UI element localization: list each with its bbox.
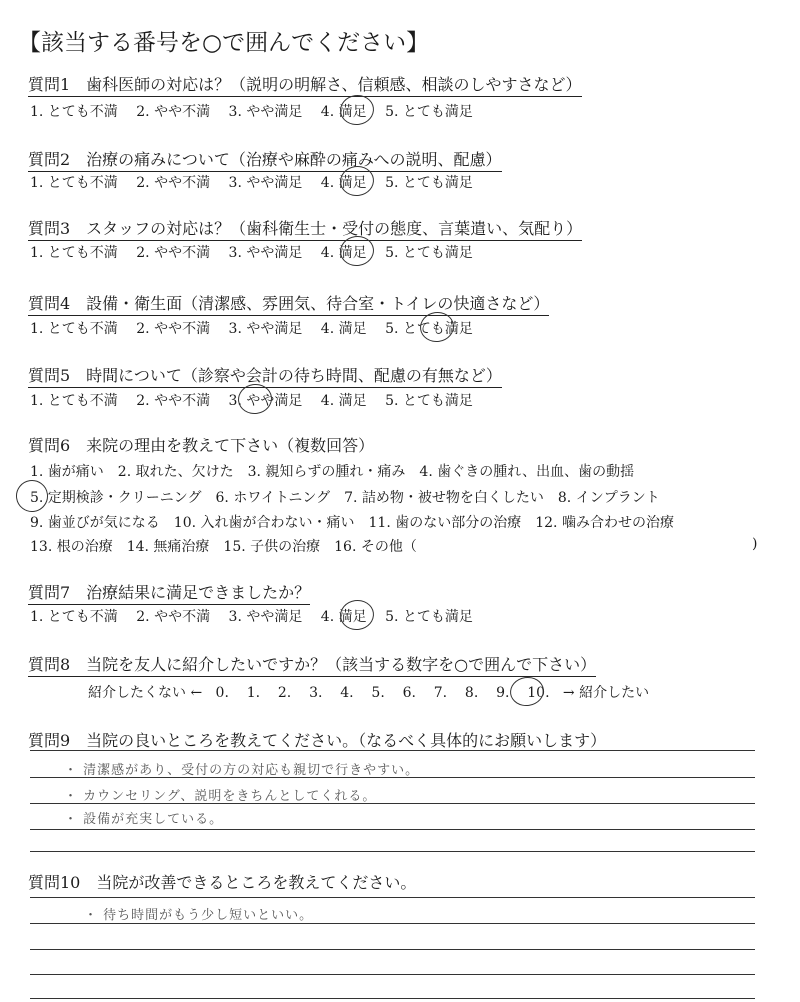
question-8-label: 質問8 当院を友人に紹介したいですか？（該当する数字を○で囲んで下さい） [28,652,596,677]
question-1-label: 質問1 歯科医師の対応は？（説明の明解さ、信頼感、相談のしやすさなど） [28,72,582,97]
option-3[interactable]: 3. やや満足 [228,175,303,191]
question-6-label: 質問6 来院の理由を教えて下さい（複数回答） [28,436,375,455]
question-3-label: 質問3 スタッフの対応は？（歯科衛生士・受付の態度、言葉遣い、気配り） [28,216,582,241]
question-3-options [30,242,473,262]
option-2[interactable]: 2. やや不満 [136,321,211,337]
q6-line-2[interactable]: 5. 定期検診・クリーニング 6. ホワイトニング 7. 詰め物・被せ物を白くしたい 8. インプラント [30,490,660,506]
option-1[interactable]: 1. とても不満 [30,393,118,409]
option-4[interactable]: 4. 満足 [320,104,367,120]
q8-score-1[interactable]: 1. [246,685,261,701]
option-4[interactable]: 4. 満足 [320,393,367,409]
option-1[interactable]: 1. とても不満 [30,104,118,120]
answer-circle-q8 [508,675,546,708]
option-2[interactable]: 2. やや不満 [136,175,211,191]
option-3[interactable]: 3. やや満足 [228,609,303,625]
question-1-options [30,101,473,121]
q8-score-2[interactable]: 2. [277,685,292,701]
option-1[interactable]: 1. とても不満 [30,245,118,261]
q9-answer-1: ・ 清潔感があり、受付の方の対応も親切で行きやすい。 [64,763,420,778]
answer-circle-q7 [338,598,376,632]
q8-score-8[interactable]: 8. [464,685,479,701]
answer-line [30,998,755,999]
question-7-options [30,606,473,626]
question-2-label: 質問2 治療の痛みについて（治療や麻酔の痛みへの説明、配慮） [28,147,502,172]
q6-other-close: ) [752,536,758,552]
answer-circle-q1 [338,93,376,127]
q8-left-label: 紹介したくない ← [88,685,203,701]
q8-score-0[interactable]: 0. [215,685,229,701]
option-3[interactable]: 3. やや満足 [228,245,303,261]
option-4[interactable]: 4. 満足 [320,245,367,261]
option-5[interactable]: 5. とても満足 [385,393,473,409]
option-1[interactable]: 1. とても不満 [30,321,118,337]
q8-right-label: → 紹介したい [562,685,650,701]
q8-score-9[interactable]: 9. [496,685,510,701]
option-3[interactable]: 3. やや満足 [228,104,303,120]
option-5[interactable]: 5. とても満足 [385,104,473,120]
q8-score-4[interactable]: 4. [340,685,354,701]
question-5-label: 質問5 時間について（診察や会計の待ち時間、配慮の有無など） [28,363,502,388]
q8-score-3[interactable]: 3. [309,685,323,701]
option-2[interactable]: 2. やや不満 [136,104,211,120]
option-2[interactable]: 2. やや不満 [136,245,211,261]
q6-line-1[interactable]: 1. 歯が痛い 2. 取れた、欠けた 3. 親知らずの腫れ・痛み 4. 歯ぐきの腫れ、出血、歯の動揺 [30,464,635,480]
option-5[interactable]: 5. とても満足 [385,175,473,191]
q9-answer-3: ・ 設備が充実している。 [64,812,224,827]
option-5[interactable]: 5. とても満足 [385,245,473,261]
option-3[interactable]: 3. やや満足 [228,321,303,337]
option-2[interactable]: 2. やや不満 [136,609,211,625]
option-5[interactable]: 5. とても満足 [385,321,473,337]
option-2[interactable]: 2. やや不満 [136,393,211,409]
answer-line [30,949,755,950]
question-2-options [30,172,473,192]
question-4-options [30,318,473,338]
option-5[interactable]: 5. とても満足 [385,609,473,625]
answer-line [30,923,755,924]
option-4[interactable]: 4. 満足 [320,609,367,625]
q8-score-6[interactable]: 6. [402,685,416,701]
answer-line [30,829,755,830]
answer-line [30,851,755,852]
answer-line [30,974,755,975]
form-title: 【該当する番号を○で囲んでください】 [18,30,430,56]
q8-score-7[interactable]: 7. [433,685,448,701]
q6-line-3[interactable]: 9. 歯並びが気になる 10. 入れ歯が合わない・痛い 11. 歯のない部分の治療 12. 噛み合わせの治療 [30,515,674,531]
answer-line [30,897,755,898]
q9-answer-2: ・ カウンセリング、説明をきちんとしてくれる。 [64,789,377,804]
question-4-label: 質問4 設備・衛生面（清潔感、雰囲気、待合室・トイレの快適さなど） [28,291,549,316]
answer-line [30,750,755,751]
q8-score-10[interactable]: 10. [527,685,550,701]
question-7-label: 質問7 治療結果に満足できましたか？ [28,580,310,605]
option-4[interactable]: 4. 満足 [320,321,367,337]
q8-score-5[interactable]: 5. [371,685,385,701]
question-9-label: 質問9 当院の良いところを教えてください。（なるべく具体的にお願いします） [28,731,607,750]
q6-line-4[interactable]: 13. 根の治療 14. 無痛治療 15. 子供の治療 16. その他（ [30,539,417,555]
option-4[interactable]: 4. 満足 [320,175,367,191]
answer-circle-q6 [14,478,50,514]
question-10-label: 質問10 当院が改善できるところを教えてください。 [28,873,417,892]
q10-answer-1: ・ 待ち時間がもう少し短いといい。 [84,908,314,923]
option-3[interactable]: 3. やや満足 [228,393,303,409]
option-1[interactable]: 1. とても不満 [30,609,118,625]
q8-scale [88,682,649,702]
option-1[interactable]: 1. とても不満 [30,175,118,191]
